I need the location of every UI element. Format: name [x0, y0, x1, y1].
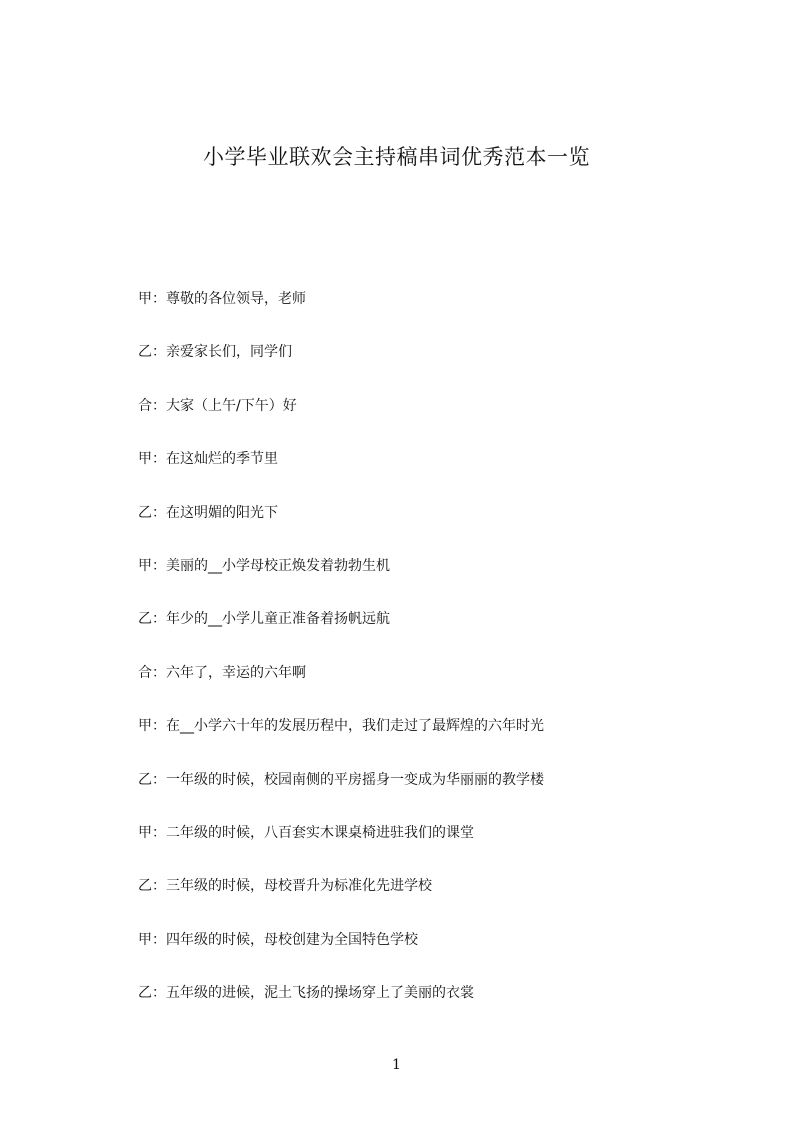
script-line: 甲：尊敬的各位领导，老师: [138, 291, 306, 307]
page-number: 1: [392, 1057, 401, 1073]
script-line: 合：大家（上午/下午）好: [138, 397, 297, 414]
script-line: 乙：年少的__小学儿童正准备着扬帆远航: [138, 611, 390, 628]
script-line: 甲：美丽的__小学母校正焕发着勃勃生机: [138, 557, 390, 574]
script-line: 甲：在__小学六十年的发展历程中，我们走过了最辉煌的六年时光: [138, 718, 544, 735]
script-line: 乙：一年级的时候，校园南侧的平房摇身一变成为华丽丽的教学楼: [138, 771, 544, 788]
script-line: 乙：亲爱家长们，同学们: [138, 344, 292, 361]
script-line: 甲：在这灿烂的季节里: [138, 451, 278, 468]
script-lines: [138, 289, 738, 1036]
script-line: 乙：三年级的时候，母校晋升为标准化先进学校: [138, 878, 432, 895]
script-line: 甲：四年级的时候，母校创建为全国特色学校: [138, 931, 418, 948]
script-line: 合：六年了，幸运的六年啊: [138, 664, 306, 681]
document-title: 小学毕业联欢会主持稿串词优秀范本一览: [203, 145, 590, 169]
script-line: 乙：五年级的进候，泥土飞扬的操场穿上了美丽的衣裳: [138, 985, 474, 1002]
script-line: 乙：在这明媚的阳光下: [138, 504, 278, 521]
script-line: 甲：二年级的时候，八百套实木课桌椅进驻我们的课堂: [138, 824, 474, 841]
